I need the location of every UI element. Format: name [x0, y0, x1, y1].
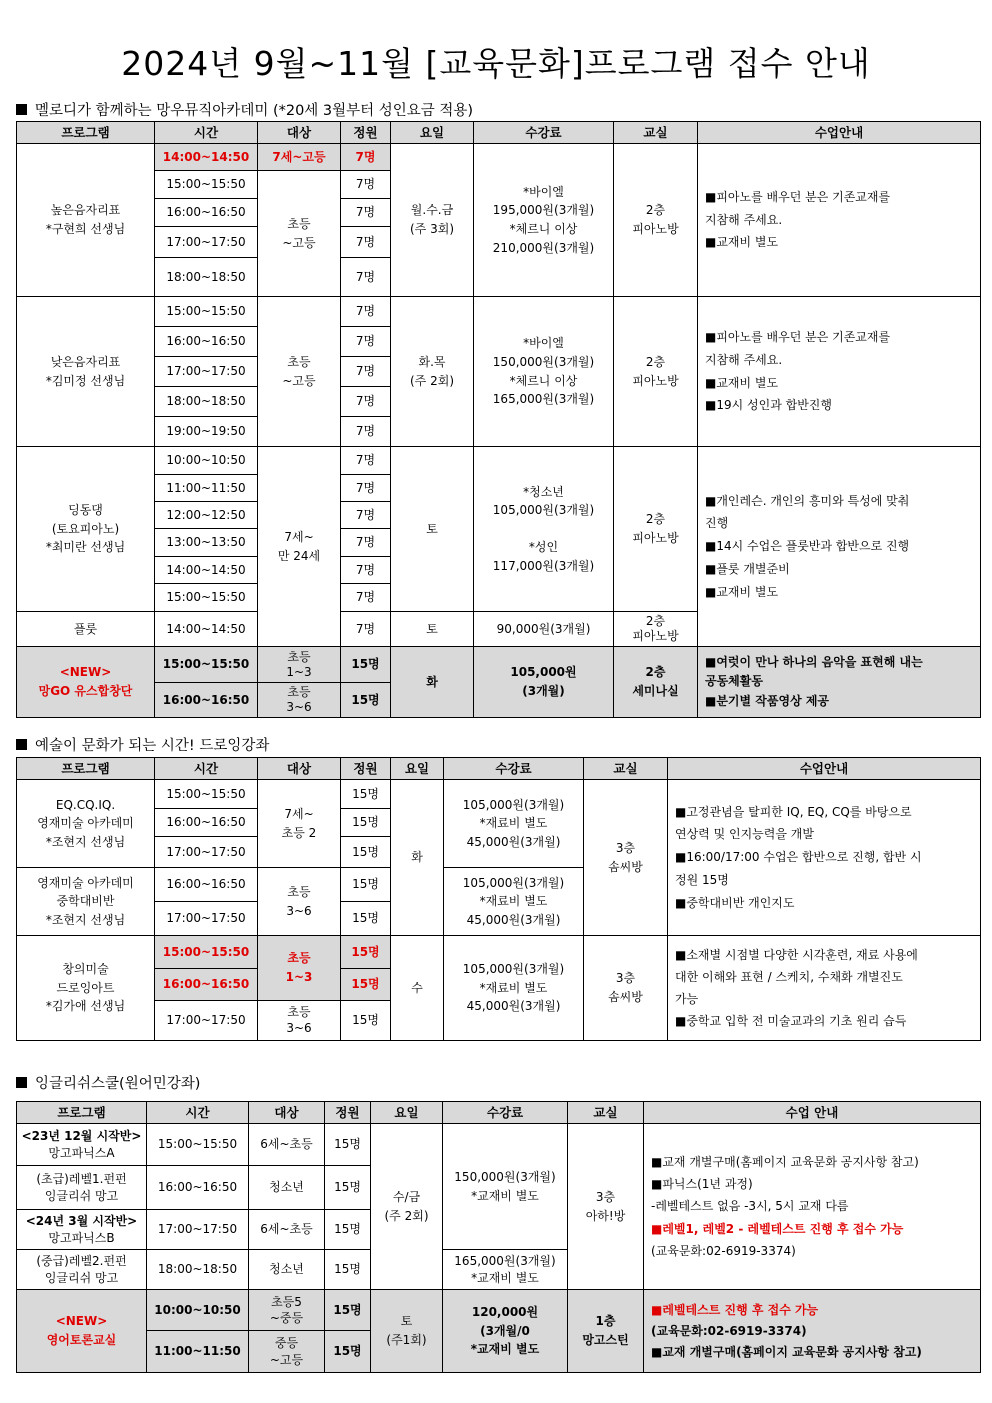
- header-day: 요일: [391, 122, 474, 144]
- capacity-cell: 15명: [341, 837, 391, 868]
- info-cell: ■고정관념을 탈피한 IQ, EQ, CQ를 바탕으로 연상력 및 인지능력을 개발 ■16:00/17:00 수업은 합반으로 진행, 합반 시 정원 15명 ■중학대비반 개인지도: [668, 780, 981, 936]
- header-program: 프로그램: [17, 122, 155, 144]
- info-cell: ■교재 개별구매(홈페이지 교육문화 공지사항 참고) ■파닉스(1년 과정) -레벨테스트 없음 -3시, 5시 교재 다름 ■레벨1, 레벨2 - 레벨테스트 진행 후 접수 가능 (교육문화:02-6919-3374): [644, 1124, 981, 1290]
- time-cell: 18:00~18:50: [147, 1250, 249, 1290]
- program-cell: <NEW> 망GO 유스합창단: [17, 647, 155, 718]
- program-cell: 낮은음자리표 *김미정 선생님: [17, 297, 155, 447]
- time-cell: 18:00~18:50: [155, 387, 258, 417]
- target-cell: 청소년: [249, 1250, 325, 1290]
- capacity-cell: 15명: [325, 1124, 371, 1166]
- header-room: 교실: [568, 1102, 644, 1124]
- time-cell: 17:00~17:50: [147, 1210, 249, 1250]
- capacity-cell: 7명: [341, 258, 391, 297]
- capacity-cell: 7명: [341, 612, 391, 647]
- header-capacity: 정원: [341, 758, 391, 780]
- music-table: [16, 121, 981, 718]
- square-bullet-icon: [16, 104, 27, 115]
- program-cell: 플룻: [17, 612, 155, 647]
- room-cell: 2층 피아노방: [614, 447, 698, 612]
- time-cell: 15:00~15:50: [147, 1124, 249, 1166]
- program-cell: <23년 12월 시작반> 망고파닉스A: [17, 1124, 147, 1166]
- room-cell: 2층 피아노방: [614, 297, 698, 447]
- english-table: [16, 1101, 981, 1373]
- capacity-cell: 7명: [341, 387, 391, 417]
- header-capacity: 정원: [325, 1102, 371, 1124]
- capacity-cell: 15명: [341, 969, 391, 1001]
- header-time: 시간: [155, 122, 258, 144]
- time-cell: 10:00~10:50: [155, 447, 258, 475]
- capacity-cell: 15명: [325, 1331, 371, 1373]
- fee-cell: *청소년 105,000원(3개월) *성인 117,000원(3개월): [474, 447, 614, 612]
- time-cell: 14:00~14:50: [155, 557, 258, 584]
- room-cell: 3층 아하!방: [568, 1124, 644, 1290]
- time-cell: 17:00~17:50: [155, 837, 258, 868]
- time-cell: 15:00~15:50: [155, 647, 258, 683]
- header-fee: 수강료: [474, 122, 614, 144]
- time-cell: 11:00~11:50: [155, 475, 258, 502]
- header-target: 대상: [258, 122, 341, 144]
- program-cell: 높은음자리표 *구현희 선생님: [17, 144, 155, 297]
- capacity-cell: 7명: [341, 297, 391, 327]
- capacity-cell: 7명: [341, 584, 391, 612]
- room-cell: 1층 망고스틴: [568, 1290, 644, 1373]
- fee-cell: 105,000원(3개월) *재료비 별도 45,000원(3개월): [444, 780, 584, 868]
- fee-cell: *바이엘 195,000원(3개월) *체르니 이상 210,000원(3개월): [474, 144, 614, 297]
- info-cell: ■레벨테스트 진행 후 접수 가능 (교육문화:02-6919-3374) ■교재 개별구매(홈페이지 교육문화 공지사항 참고): [644, 1290, 981, 1373]
- room-cell: 2층 세미나실: [614, 647, 698, 718]
- info-cell: ■소재별 시점별 다양한 시각훈련, 재료 사용에 대한 이해와 표현 / 스케치, 수채화 개별진도 가능 ■중학교 입학 전 미술교과의 기초 원리 습득: [668, 936, 981, 1041]
- capacity-cell: 15명: [325, 1250, 371, 1290]
- capacity-cell: 15명: [341, 809, 391, 837]
- target-cell: 초등 3~6: [258, 1001, 341, 1041]
- info-cell: ■피아노를 배우던 분은 기존교재를 지참해 주세요. ■교재비 별도 ■19시 성인과 합반진행: [698, 297, 981, 447]
- square-bullet-icon: [16, 739, 27, 750]
- time-cell: 14:00~14:50: [155, 144, 258, 171]
- header-day: 요일: [391, 758, 444, 780]
- time-cell: 17:00~17:50: [155, 357, 258, 387]
- capacity-cell: 15명: [325, 1166, 371, 1210]
- header-target: 대상: [258, 758, 341, 780]
- fee-cell: *바이엘 150,000원(3개월) *체르니 이상 165,000원(3개월): [474, 297, 614, 447]
- target-cell: 6세~초등: [249, 1124, 325, 1166]
- time-cell: 16:00~16:50: [155, 809, 258, 837]
- header-program: 프로그램: [17, 1102, 147, 1124]
- header-fee: 수강료: [444, 758, 584, 780]
- time-cell: 16:00~16:50: [155, 969, 258, 1001]
- capacity-cell: 7명: [341, 357, 391, 387]
- capacity-cell: 7명: [341, 529, 391, 557]
- section-heading-music: 멜로디가 함께하는 망우뮤직아카데미 (*20세 3월부터 성인요금 적용): [16, 99, 473, 120]
- room-cell: 3층 솜씨방: [584, 936, 668, 1041]
- program-cell: 영재미술 아카데미 중학대비반 *조현지 선생님: [17, 868, 155, 936]
- time-cell: 17:00~17:50: [155, 1001, 258, 1041]
- time-cell: 16:00~16:50: [155, 327, 258, 357]
- drawing-table: [16, 757, 981, 1041]
- time-cell: 16:00~16:50: [155, 199, 258, 227]
- capacity-cell: 15명: [325, 1210, 371, 1250]
- capacity-cell: 7명: [341, 502, 391, 529]
- time-cell: 16:00~16:50: [155, 683, 258, 718]
- time-cell: 15:00~15:50: [155, 171, 258, 199]
- day-cell: 화: [391, 647, 474, 718]
- capacity-cell: 7명: [341, 327, 391, 357]
- program-cell: EQ.CQ.IQ. 영재미술 아카데미 *조현지 선생님: [17, 780, 155, 868]
- capacity-cell: 7명: [341, 199, 391, 227]
- header-target: 대상: [249, 1102, 325, 1124]
- target-cell: 6세~초등: [249, 1210, 325, 1250]
- fee-cell: 150,000원(3개월) *교재비 별도: [443, 1124, 568, 1250]
- page-title: 2024년 9월~11월 [교육문화]프로그램 접수 안내: [121, 44, 871, 83]
- program-cell: (초급)레벨1.펀펀 잉글리쉬 망고: [17, 1166, 147, 1210]
- target-cell: 청소년: [249, 1166, 325, 1210]
- time-cell: 19:00~19:50: [155, 417, 258, 447]
- target-cell: 7세~ 초등 2: [258, 780, 341, 868]
- target-cell: 7세~ 만 24세: [258, 447, 341, 647]
- fee-cell: 105,000원(3개월) *재료비 별도 45,000원(3개월): [444, 936, 584, 1041]
- target-cell: 초등5 ~중등: [249, 1290, 325, 1331]
- target-cell: 7세~고등: [258, 144, 341, 171]
- header-time: 시간: [147, 1102, 249, 1124]
- header-time: 시간: [155, 758, 258, 780]
- target-cell: 초등 ~고등: [258, 171, 341, 297]
- header-room: 교실: [614, 122, 698, 144]
- header-room: 교실: [584, 758, 668, 780]
- program-cell: <24년 3월 시작반> 망고파닉스B: [17, 1210, 147, 1250]
- target-cell: 초등 ~고등: [258, 297, 341, 447]
- section-heading-english: 잉글리쉬스쿨(원어민강좌): [16, 1072, 200, 1093]
- day-cell: 화.목 (주 2회): [391, 297, 474, 447]
- info-cell: ■여럿이 만나 하나의 음악을 표현해 내는 공동체활동 ■분기별 작품영상 제공: [698, 647, 981, 718]
- program-cell: 딩동댕 (토요피아노) *최미란 선생님: [17, 447, 155, 612]
- section-heading-drawing: 예술이 문화가 되는 시간! 드로잉강좌: [16, 734, 269, 755]
- program-cell: 창의미술 드로잉아트 *김가애 선생님: [17, 936, 155, 1041]
- time-cell: 16:00~16:50: [155, 868, 258, 902]
- time-cell: 15:00~15:50: [155, 584, 258, 612]
- capacity-cell: 15명: [341, 868, 391, 902]
- time-cell: 16:00~16:50: [147, 1166, 249, 1210]
- target-cell: 초등 1~3: [258, 647, 341, 683]
- target-cell: 초등 3~6: [258, 868, 341, 936]
- day-cell: 토 (주1회): [371, 1290, 443, 1373]
- capacity-cell: 7명: [341, 171, 391, 199]
- capacity-cell: 7명: [341, 144, 391, 171]
- time-cell: 12:00~12:50: [155, 502, 258, 529]
- time-cell: 17:00~17:50: [155, 227, 258, 258]
- day-cell: 월.수.금 (주 3회): [391, 144, 474, 297]
- time-cell: 15:00~15:50: [155, 936, 258, 969]
- target-cell: 초등 1~3: [258, 936, 341, 1001]
- time-cell: 15:00~15:50: [155, 297, 258, 327]
- time-cell: 13:00~13:50: [155, 529, 258, 557]
- header-info: 수업 안내: [644, 1102, 981, 1124]
- capacity-cell: 15명: [341, 1001, 391, 1041]
- day-cell: 화: [391, 780, 444, 936]
- header-program: 프로그램: [17, 758, 155, 780]
- fee-cell: 165,000원(3개월) *교재비 별도: [443, 1250, 568, 1290]
- fee-cell: 90,000원(3개월): [474, 612, 614, 647]
- program-cell: (중급)레벨2.펀펀 잉글리쉬 망고: [17, 1250, 147, 1290]
- fee-cell: 105,000원 (3개월): [474, 647, 614, 718]
- time-cell: 11:00~11:50: [147, 1331, 249, 1373]
- target-cell: 중등 ~고등: [249, 1331, 325, 1373]
- capacity-cell: 7명: [341, 227, 391, 258]
- time-cell: 15:00~15:50: [155, 780, 258, 809]
- room-cell: 2층 피아노방: [614, 612, 698, 647]
- capacity-cell: 15명: [341, 683, 391, 718]
- room-cell: 3층 솜씨방: [584, 780, 668, 936]
- capacity-cell: 15명: [341, 647, 391, 683]
- capacity-cell: 15명: [341, 936, 391, 969]
- room-cell: 2층 피아노방: [614, 144, 698, 297]
- day-cell: 수: [391, 936, 444, 1041]
- header-capacity: 정원: [341, 122, 391, 144]
- header-day: 요일: [371, 1102, 443, 1124]
- time-cell: 17:00~17:50: [155, 902, 258, 936]
- header-info: 수업안내: [698, 122, 981, 144]
- capacity-cell: 7명: [341, 475, 391, 502]
- header-fee: 수강료: [443, 1102, 568, 1124]
- square-bullet-icon: [16, 1077, 27, 1088]
- info-cell: ■개인레슨. 개인의 흥미와 특성에 맞춰 진행 ■14시 수업은 플룻반과 합반으로 진행 ■플룻 개별준비 ■교재비 별도: [698, 447, 981, 647]
- capacity-cell: 7명: [341, 417, 391, 447]
- time-cell: 14:00~14:50: [155, 612, 258, 647]
- time-cell: 10:00~10:50: [147, 1290, 249, 1331]
- capacity-cell: 15명: [341, 780, 391, 809]
- day-cell: 수/금 (주 2회): [371, 1124, 443, 1290]
- target-cell: 초등 3~6: [258, 683, 341, 718]
- day-cell: 토: [391, 612, 474, 647]
- capacity-cell: 7명: [341, 447, 391, 475]
- capacity-cell: 7명: [341, 557, 391, 584]
- day-cell: 토: [391, 447, 474, 612]
- info-cell: ■피아노를 배우던 분은 기존교재를 지참해 주세요. ■교재비 별도: [698, 144, 981, 297]
- program-cell: <NEW> 영어토론교실: [17, 1290, 147, 1373]
- fee-cell: 105,000원(3개월) *재료비 별도 45,000원(3개월): [444, 868, 584, 936]
- header-info: 수업안내: [668, 758, 981, 780]
- capacity-cell: 15명: [325, 1290, 371, 1331]
- fee-cell: 120,000원 (3개월/0 *교재비 별도: [443, 1290, 568, 1373]
- time-cell: 18:00~18:50: [155, 258, 258, 297]
- capacity-cell: 15명: [341, 902, 391, 936]
